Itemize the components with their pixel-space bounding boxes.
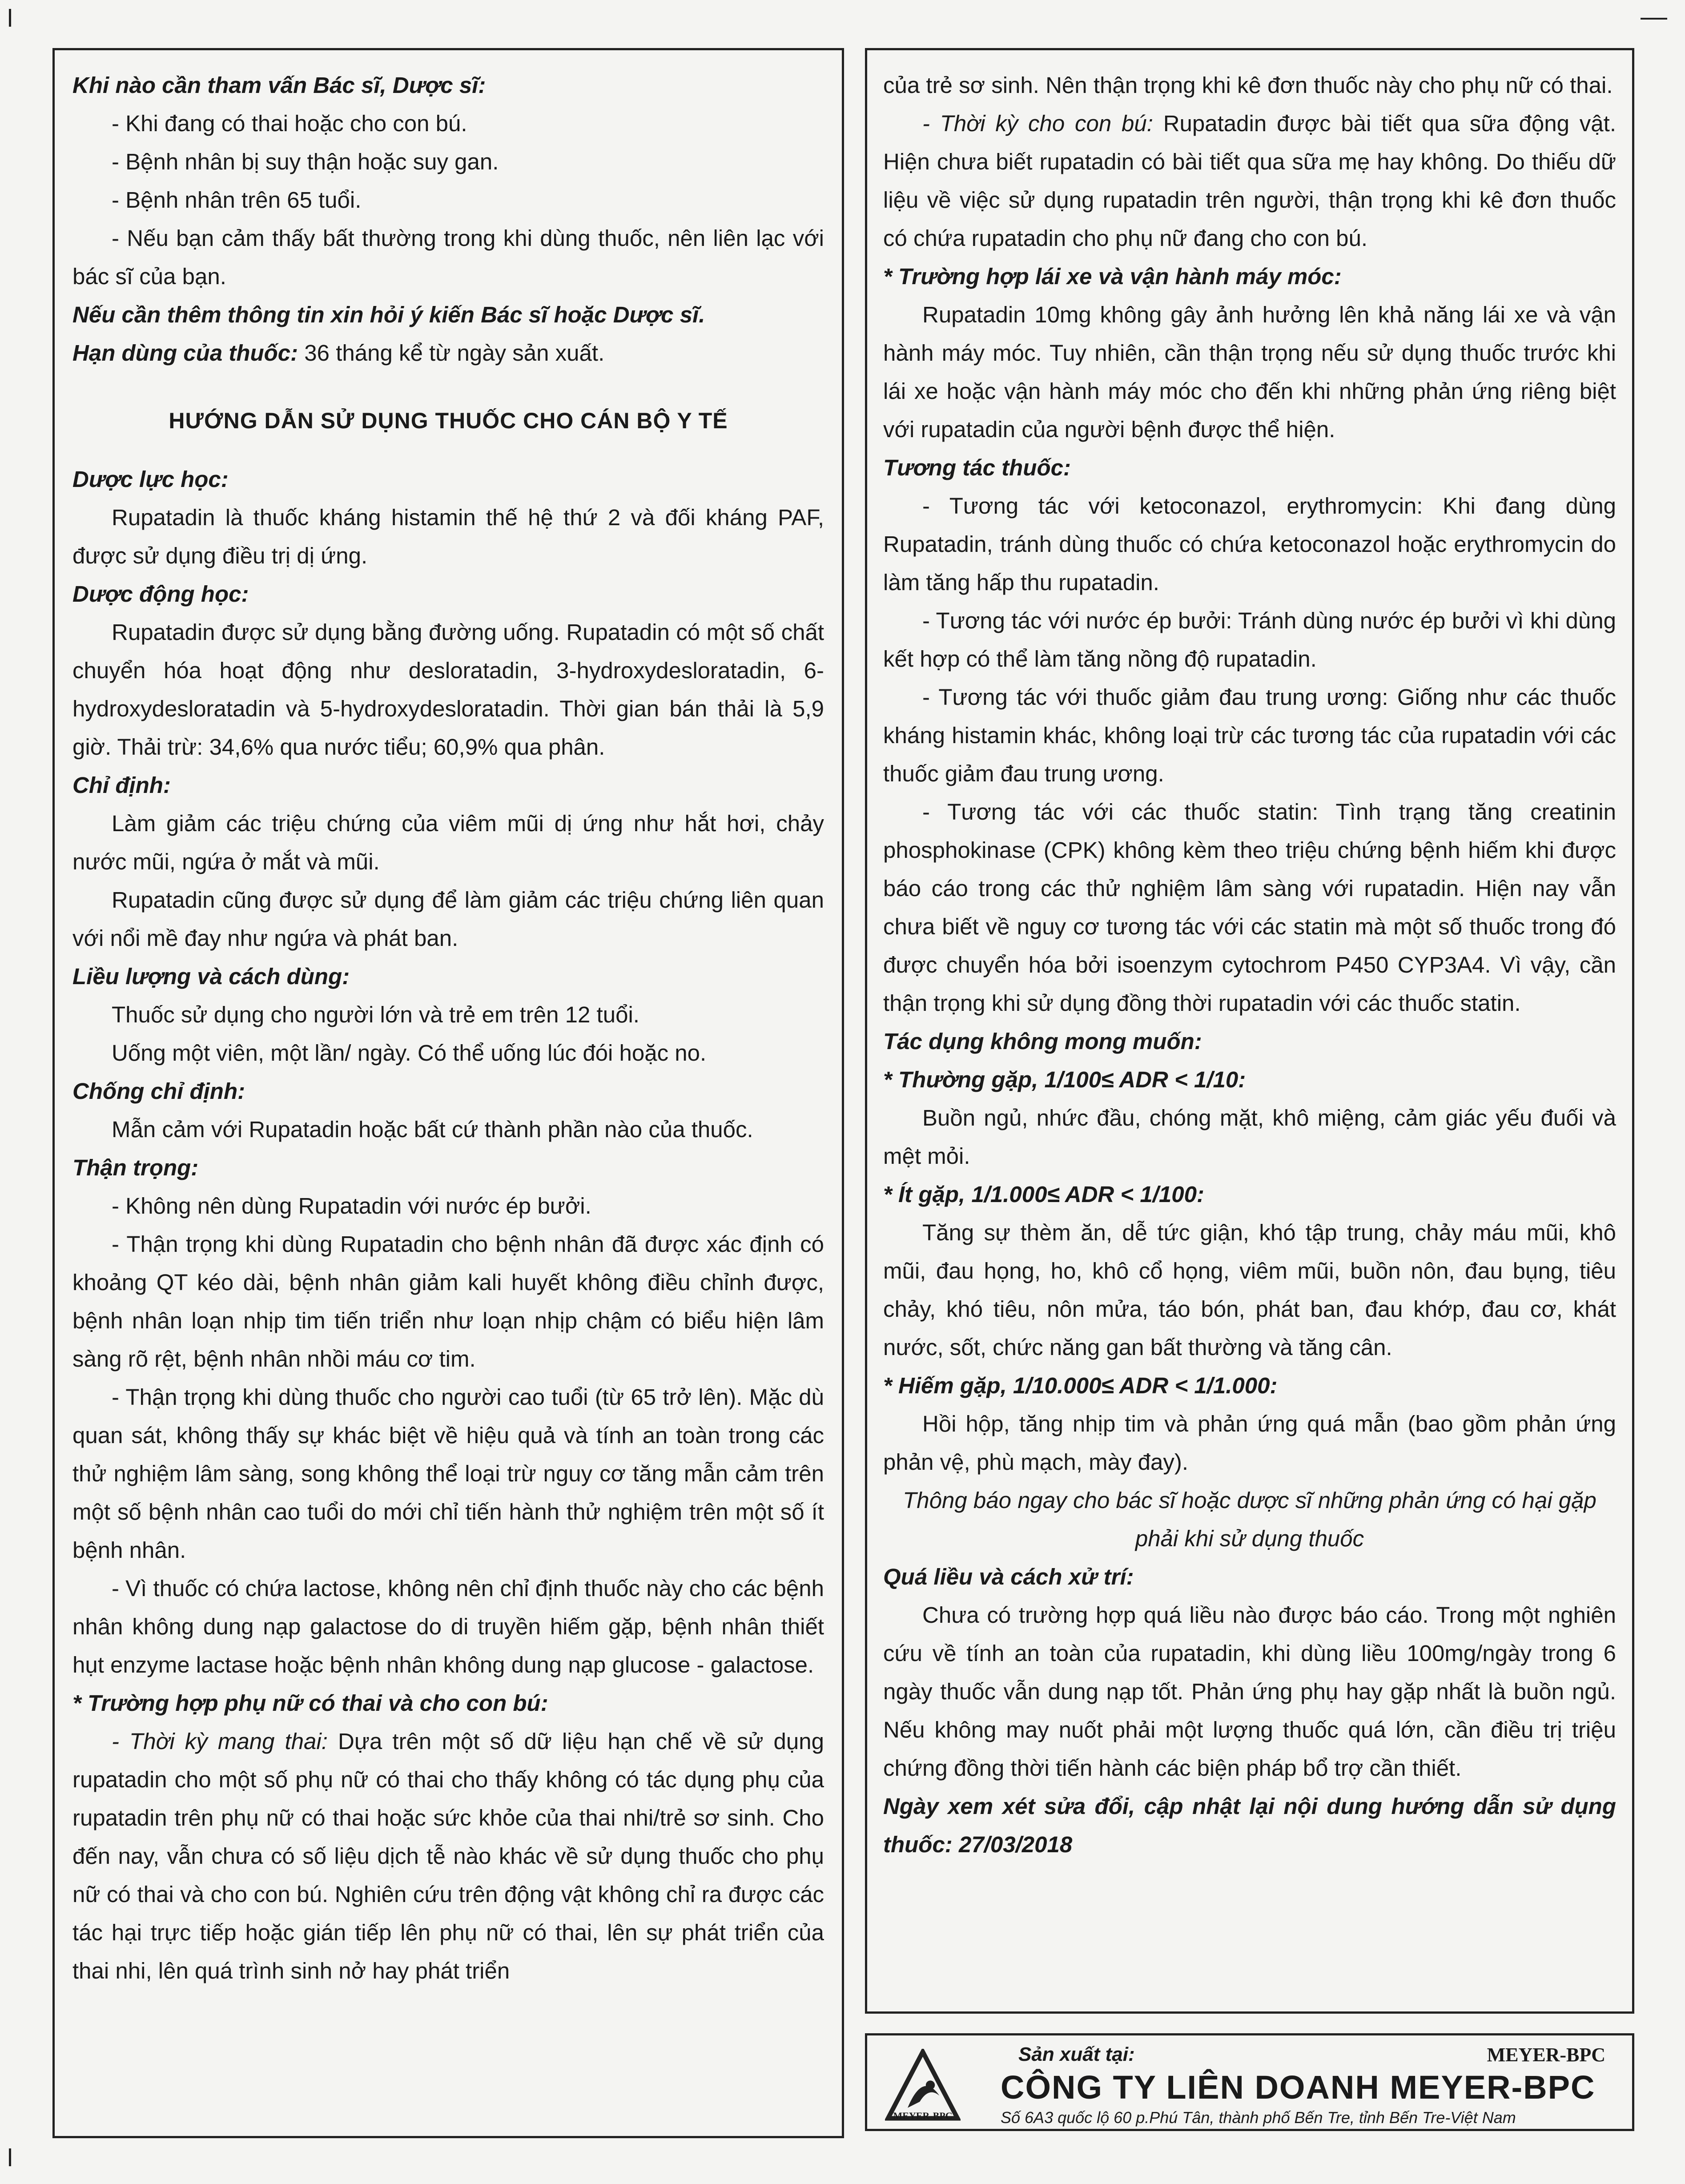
lactation-body: Rupatadin được bài tiết qua sữa động vật. Hiện chưa biết rupatadin có bài tiết qua sữa mẹ hay không. Do thiếu dữ liệu về việc sử dụng rupatadin trên người, thận trọng khi kê đơn thuốc có chứa rupatadin cho phụ nữ đang cho con bú. bbox=[883, 111, 1617, 251]
overdose-heading: Quá liều và cách xử trí: bbox=[883, 1564, 1134, 1589]
driving-text: Rupatadin 10mg không gây ảnh hưởng lên khả năng lái xe và vận hành máy móc. Tuy nhiên, cần thận trọng nếu sử dụng thuốc trước khi lái xe hoặc vận hành máy móc cho đến khi những phản ứng riêng biệt với rupatadin của người bệnh được thể hiện. bbox=[883, 302, 1616, 442]
caution-heading: Thận trọng: bbox=[72, 1155, 199, 1180]
company-name: CÔNG TY LIÊN DOANH MEYER-BPC bbox=[1001, 2069, 1596, 2106]
consult-item: - Khi đang có thai hoặc cho con bú. bbox=[112, 111, 467, 136]
expiry-label: Hạn dùng của thuốc: bbox=[72, 340, 298, 366]
report-notice: Thông báo ngay cho bác sĩ hoặc dược sĩ những phản ứng có hại gặp phải khi sử dụng thuốc bbox=[903, 1488, 1597, 1551]
rare-text: Hồi hộp, tăng nhịp tim và phản ứng quá mẫn (bao gồm phản ứng phản vệ, phù mạch, mày đay). bbox=[883, 1411, 1616, 1475]
interaction-item: - Tương tác với ketoconazol, erythromycin: Khi đang dùng Rupatadin, tránh dùng thuốc có chứa ketoconazol hoặc erythromycin do làm tăng hấp thu rupatadin. bbox=[883, 493, 1616, 595]
pregnancy-text bbox=[72, 1722, 824, 1990]
indications-text: Làm giảm các triệu chứng của viêm mũi dị ứng như hắt hơi, chảy nước mũi, ngứa ở mắt và mũi. bbox=[72, 811, 824, 874]
interactions-heading: Tương tác thuốc: bbox=[883, 455, 1071, 480]
manufacturer-box bbox=[865, 2033, 1634, 2131]
revision-date: Ngày xem xét sửa đổi, cập nhật lại nội dung hướng dẫn sử dụng thuốc: 27/03/2018 bbox=[883, 1794, 1616, 1857]
brand-name: MEYER-BPC bbox=[1487, 2044, 1605, 2066]
company-address: Số 6A3 quốc lộ 60 p.Phú Tân, thành phố Bến Tre, tỉnh Bến Tre-Việt Nam bbox=[1001, 2108, 1516, 2127]
lactation-text bbox=[883, 105, 1616, 257]
pregnancy-continued: của trẻ sơ sinh. Nên thận trọng khi kê đơn thuốc này cho phụ nữ có thai. bbox=[883, 72, 1613, 98]
driving-heading: * Trường hợp lái xe và vận hành máy móc: bbox=[883, 264, 1342, 289]
expiry bbox=[72, 334, 824, 372]
consult-heading: Khi nào cần tham vấn Bác sĩ, Dược sĩ: bbox=[72, 72, 486, 98]
interaction-item: - Tương tác với nước ép bưởi: Tránh dùng nước ép bưởi vì khi dùng kết hợp có thể làm tăng nồng độ rupatadin. bbox=[883, 608, 1616, 672]
caution-item: - Thận trọng khi dùng thuốc cho người cao tuổi (từ 65 trở lên). Mặc dù quan sát, không thấy sự khác biệt về hiệu quả và tính an toàn trong các thử nghiệm lâm sàng, song không thể loại trừ nguy cơ tăng mẫn cảm trên một số bệnh nhân cao tuổi do mới chỉ tiến hành thử nghiệm trên một số ít bệnh nhân. bbox=[72, 1384, 824, 1563]
consult-item: - Bệnh nhân trên 65 tuổi. bbox=[112, 187, 362, 213]
pregnancy-label: - Thời kỳ mang thai: bbox=[112, 1729, 328, 1754]
overdose-text: Chưa có trường hợp quá liều nào được báo cáo. Trong một nghiên cứu về tính an toàn của rupatadin, khi dùng liều 100mg/ngày trong 6 ngày thuốc vẫn dung nạp tốt. Phản ứng phụ hay gặp nhất là buồn ngủ. Nếu không may nuốt phải một lượng thuốc quá lớn, cần điều trị triệu chứng đồng thời tiến hành các biện pháp bổ trợ cần thiết. bbox=[883, 1602, 1616, 1781]
pregnancy-heading: * Trường hợp phụ nữ có thai và cho con bú: bbox=[72, 1690, 548, 1716]
lactation-label: - Thời kỳ cho con bú: bbox=[922, 111, 1153, 136]
common-heading: * Thường gặp, 1/100≤ ADR < 1/10: bbox=[883, 1067, 1246, 1092]
caution-item: - Thận trọng khi dùng Rupatadin cho bệnh nhân đã được xác định có khoảng QT kéo dài, bệnh nhân giảm kali huyết không điều chỉnh được, bệnh nhân loạn nhịp tim tiến triển như loạn nhịp chậm có biểu hiện lâm sàng rõ rệt, bệnh nhân nhồi máu cơ tim. bbox=[72, 1231, 824, 1372]
crop-mark bbox=[9, 2148, 11, 2166]
indications-heading: Chỉ định: bbox=[72, 772, 171, 798]
dosage-text: Thuốc sử dụng cho người lớn và trẻ em trên 12 tuổi. bbox=[112, 1002, 639, 1027]
more-info: Nếu cần thêm thông tin xin hỏi ý kiến Bác sĩ hoặc Dược sĩ. bbox=[72, 302, 705, 327]
logo-caption: MEYER-BPC bbox=[893, 2110, 953, 2121]
guide-title: HƯỚNG DẪN SỬ DỤNG THUỐC CHO CÁN BỘ Y TẾ bbox=[169, 408, 728, 433]
caution-item: - Vì thuốc có chứa lactose, không nên chỉ định thuốc này cho các bệnh nhân không dung nạp galactose do di truyền hiếm gặp, bệnh nhân thiết hụt enzyme lactase hoặc bệnh nhân không dung nạp glucose - galactose. bbox=[72, 1576, 824, 1677]
indications-text: Rupatadin cũng được sử dụng để làm giảm các triệu chứng liên quan với nổi mề đay như ngứa và phát ban. bbox=[72, 887, 824, 951]
contraindications-text: Mẫn cảm với Rupatadin hoặc bất cứ thành phần nào của thuốc. bbox=[112, 1117, 753, 1142]
adverse-heading: Tác dụng không mong muốn: bbox=[883, 1029, 1202, 1054]
common-text: Buồn ngủ, nhức đầu, chóng mặt, khô miệng, cảm giác yếu đuối và mệt mỏi. bbox=[883, 1105, 1616, 1169]
left-column bbox=[52, 48, 844, 2138]
pharmacodynamics-text: Rupatadin là thuốc kháng histamin thế hệ thứ 2 và đối kháng PAF, được sử dụng điều trị dị ứng. bbox=[72, 505, 824, 568]
right-column bbox=[865, 48, 1634, 2014]
pharmacokinetics-text: Rupatadin được sử dụng bằng đường uống. Rupatadin có một số chất chuyển hóa hoạt động như desloratadin, 3-hydroxydesloratadin, 6-hydroxydesloratadin và 5-hydroxydesloratadin. Thời gian bán thải là 5,9 giờ. Thải trừ: 34,6% qua nước tiểu; 60,9% qua phân. bbox=[72, 619, 824, 760]
pregnancy-body: Dựa trên một số dữ liệu hạn chế về sử dụng rupatadin cho một số phụ nữ có thai cho thấy không có tác dụng phụ của rupatadin trên phụ nữ có thai hoặc sức khỏe của thai nhi/trẻ sơ sinh. Cho đến nay, vẫn chưa có số liệu dịch tễ nào khác về sử dụng thuốc cho phụ nữ có thai và cho con bú. Nghiên cứu trên động vật không chỉ ra được các tác hại trực tiếp hoặc gián tiếp lên phụ nữ có thai, lên sự phát triển của thai nhi, lên quá trình sinh nở hay phát triển bbox=[72, 1729, 824, 1983]
pharmacodynamics-heading: Dược lực học: bbox=[72, 467, 229, 492]
consult-item: - Bệnh nhân bị suy thận hoặc suy gan. bbox=[112, 149, 499, 174]
caution-item: - Không nên dùng Rupatadin với nước ép bưởi. bbox=[112, 1193, 591, 1219]
rare-heading: * Hiếm gặp, 1/10.000≤ ADR < 1/1.000: bbox=[883, 1373, 1278, 1398]
interaction-item: - Tương tác với thuốc giảm đau trung ương: Giống như các thuốc kháng histamin khác, không loại trừ các tương tác của rupatadin với các thuốc giảm đau trung ương. bbox=[883, 684, 1616, 786]
uncommon-text: Tăng sự thèm ăn, dễ tức giận, khó tập trung, chảy máu mũi, khô mũi, đau họng, ho, khô cổ họng, viêm mũi, buồn nôn, đau bụng, tiêu chảy, khó tiêu, nôn mửa, táo bón, phát ban, đau khớp, đau cơ, khát nước, sốt, chức năng gan bất thường và tăng cân. bbox=[883, 1220, 1616, 1360]
expiry-value: 36 tháng kể từ ngày sản xuất. bbox=[298, 340, 605, 366]
crop-mark bbox=[9, 9, 11, 27]
interaction-item: - Tương tác với các thuốc statin: Tình trạng tăng creatinin phosphokinase (CPK) không kèm theo triệu chứng bệnh hiếm khi được báo cáo trong các thử nghiệm lâm sàng với rupatadin. Hiện nay vẫn chưa biết về nguy cơ tương tác với các statin mà một số thuốc trong đó được chuyển hóa bởi isoenzym cytochrom P450 CYP3A4. Vì vậy, cần thận trọng khi sử dụng đồng thời rupatadin với các thuốc statin. bbox=[883, 799, 1616, 1016]
uncommon-heading: * Ít gặp, 1/1.000≤ ADR < 1/100: bbox=[883, 1182, 1204, 1207]
dosage-heading: Liều lượng và cách dùng: bbox=[72, 964, 350, 989]
pharmacokinetics-heading: Dược động học: bbox=[72, 581, 249, 607]
dosage-text: Uống một viên, một lần/ ngày. Có thể uống lúc đói hoặc no. bbox=[112, 1040, 707, 1066]
crop-mark bbox=[1641, 18, 1667, 20]
made-at-label: Sản xuất tại: bbox=[1018, 2043, 1135, 2065]
contraindications-heading: Chống chỉ định: bbox=[72, 1078, 245, 1104]
consult-item: - Nếu bạn cảm thấy bất thường trong khi dùng thuốc, nên liên lạc với bác sĩ của bạn. bbox=[72, 225, 824, 289]
